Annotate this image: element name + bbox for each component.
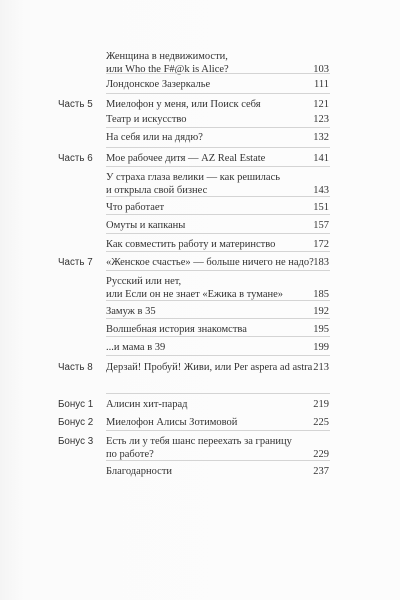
toc-entry-title [106, 201, 316, 214]
toc-title-line: Лондонское Зазеркалье [106, 79, 211, 90]
toc-entry-title [106, 465, 316, 478]
toc-page-number: 192 [313, 306, 329, 317]
toc-part-label: Бонус 1 [58, 399, 94, 410]
toc-divider [106, 196, 330, 197]
toc-page-number: 219 [313, 399, 329, 410]
toc-entry-title [106, 256, 316, 269]
toc-title-line: Женщина в недвижимости, [106, 51, 228, 62]
toc-page-number: 213 [313, 362, 329, 373]
toc-entry-title [106, 152, 316, 165]
toc-part-label: Бонус 3 [58, 436, 94, 447]
toc-page-number: 199 [313, 342, 329, 353]
toc-entry-title [106, 416, 316, 429]
toc-divider [106, 214, 330, 215]
toc-title-line: Алисин хит-парад [106, 399, 188, 410]
toc-entry-title [106, 341, 316, 354]
toc-title-line: «Женское счастье» — больше ничего не надо? [106, 257, 314, 268]
toc-title-line: Театр и искусство [106, 114, 187, 125]
toc-title-line: Миелофон Алисы Зотимовой [106, 417, 238, 428]
toc-divider [106, 166, 330, 167]
toc-title-line: или Who the F#@k is Alice? [106, 64, 229, 75]
toc-title-line: по работе? [106, 449, 154, 460]
toc-entry-title [106, 98, 316, 111]
toc-title-line: Благодарности [106, 466, 173, 477]
toc-entry-title [106, 113, 316, 126]
toc-entry-title [106, 171, 316, 197]
toc-page-number: 183 [313, 257, 329, 268]
toc-divider [106, 460, 330, 461]
toc-page-number: 103 [313, 64, 329, 75]
toc-title-line: Как совместить работу и материнство [106, 239, 276, 250]
toc-entry-title [106, 78, 316, 91]
toc-divider [106, 355, 330, 356]
toc-title-line: Миелофон у меня, или Поиск себя [106, 99, 261, 110]
toc-page-number: 141 [313, 153, 329, 164]
toc-title-line: Волшебная история знакомства [106, 324, 247, 335]
toc-divider [106, 147, 330, 148]
toc-entry-title [106, 323, 316, 336]
toc-page-number: 172 [313, 239, 329, 250]
toc-page-number: 143 [313, 185, 329, 196]
toc-divider [106, 127, 330, 128]
toc-title-line: Есть ли у тебя шанс переехать за границу [106, 436, 292, 447]
toc-title-line: Мое рабочее дитя — AZ Real Estate [106, 153, 266, 164]
toc-divider [106, 93, 330, 94]
toc-entry-title [106, 435, 316, 461]
toc-title-line: Русский или нет, [106, 276, 182, 287]
toc-page-number: 151 [313, 202, 329, 213]
toc-page-number: 195 [313, 324, 329, 335]
toc-page-number: 225 [313, 417, 329, 428]
toc-part-label: Бонус 2 [58, 417, 94, 428]
toc-part-label: Часть 6 [58, 153, 93, 164]
toc-entry-title [106, 305, 316, 318]
toc-page-number: 121 [313, 99, 329, 110]
toc-divider [106, 73, 330, 74]
toc-part-label: Часть 5 [58, 99, 93, 110]
toc-divider [106, 318, 330, 319]
toc-page-number: 237 [313, 466, 329, 477]
toc-title-line: или Если он не знает «Ежика в тумане» [106, 289, 284, 300]
toc-divider [106, 300, 330, 301]
toc-page-number: 132 [313, 132, 329, 143]
toc-entry-title [106, 361, 316, 374]
toc-entry-title [106, 275, 316, 301]
toc-title-line: У страха глаза велики — как решилась [106, 172, 281, 183]
toc-divider [106, 233, 330, 234]
toc-divider [106, 336, 330, 337]
toc-page-number: 123 [313, 114, 329, 125]
toc-title-line: Омуты и капканы [106, 220, 186, 231]
toc-part-label: Часть 7 [58, 257, 93, 268]
toc-title-line: Замуж в 35 [106, 306, 156, 317]
toc-entry-title [106, 131, 316, 144]
toc-divider [106, 393, 330, 394]
toc-entry-title [106, 398, 316, 411]
toc-entry-title [106, 219, 316, 232]
toc-title-line: ...и мама в 39 [106, 342, 166, 353]
toc-title-line: Что работает [106, 202, 165, 213]
toc-page-number: 185 [313, 289, 329, 300]
toc-title-line: Дерзай! Пробуй! Живи, или Per aspera ad astra [106, 362, 313, 373]
toc-divider [106, 251, 330, 252]
toc-divider [106, 430, 330, 431]
toc-part-label: Часть 8 [58, 362, 93, 373]
toc-entry-title [106, 238, 316, 251]
toc-page-number: 229 [313, 449, 329, 460]
toc-page-number: 157 [313, 220, 329, 231]
toc-title-line: На себя или на дядю? [106, 132, 203, 143]
toc-title-line: и открыла свой бизнес [106, 185, 208, 196]
toc-divider [106, 270, 330, 271]
toc-page-number: 111 [314, 79, 329, 90]
